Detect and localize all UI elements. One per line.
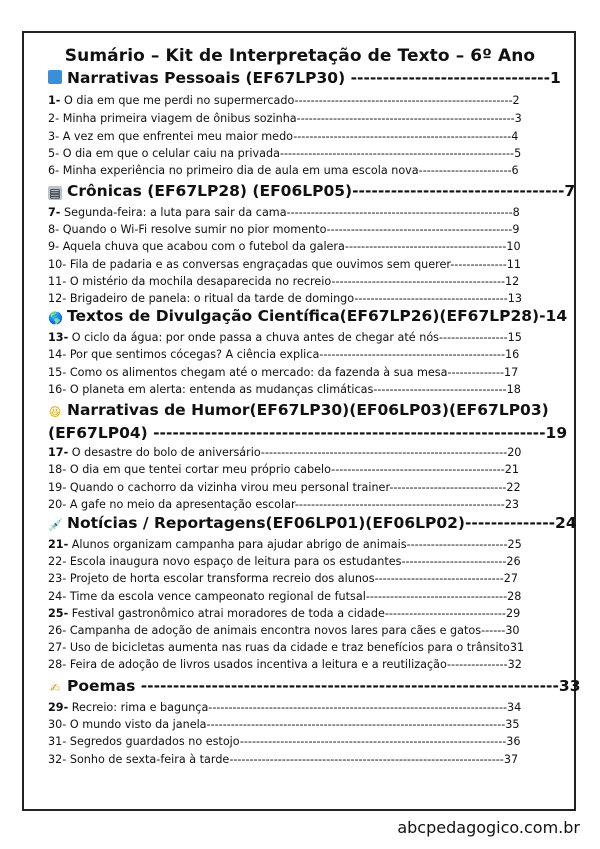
toc-entry[interactable] — [48, 623, 525, 639]
entry-page-number: 9 — [512, 223, 520, 236]
leader-dots: ------------------------------------------------------ — [296, 112, 515, 125]
entry-page-number: 18 — [506, 383, 521, 396]
leader-dots: ----------------------- — [418, 164, 512, 177]
entry-title: Time da escola vence campeonato regional de futsal — [66, 590, 366, 603]
section-heading-text: Textos de Divulgação Científica(EF67LP26)(EF67LP28)-14 — [67, 307, 568, 325]
entry-page-number: 17 — [504, 366, 519, 379]
entry-page-number: 22 — [506, 481, 521, 494]
writing-hand-icon: ✍ — [49, 681, 61, 695]
entry-number: 19- — [48, 481, 67, 494]
entry-page-number: 3 — [514, 112, 522, 125]
toc-entry[interactable] — [48, 257, 525, 273]
entry-title: A gafe no meio da apresentação escolar — [66, 498, 295, 511]
leader-dots: ----------------------------- — [389, 481, 507, 494]
entry-title: A vez em que enfrentei meu maior medo — [59, 130, 294, 143]
entry-page-number: 13 — [507, 292, 522, 305]
section-heading[interactable] — [48, 513, 577, 533]
entry-number: 20- — [48, 498, 67, 511]
entry-number: 3- — [48, 130, 60, 143]
entry-page-number: 15 — [507, 331, 522, 344]
entry-title: Quando o cachorro da vizinha virou meu personal trainer — [66, 481, 390, 494]
entry-page-number: 2 — [512, 94, 520, 107]
entry-page-number: 8 — [512, 206, 520, 219]
entry-number: 13- — [48, 331, 69, 344]
toc-entry[interactable] — [48, 291, 525, 307]
entry-title: O planeta em alerta: entenda as mudanças climáticas — [66, 383, 374, 396]
toc-entry[interactable] — [48, 347, 525, 363]
entry-title: O mistério da mochila desaparecida no recreio — [66, 275, 332, 288]
globe-icon: 🌎 — [48, 311, 63, 325]
entry-page-number: 27 — [503, 572, 519, 585]
site-url: abcpedagogico.com.br — [397, 818, 580, 837]
leader-dots: -------------------------------------------------------------------------- — [206, 718, 506, 731]
toc-entry[interactable] — [48, 274, 525, 290]
entry-number: 11- — [48, 275, 67, 288]
entry-page-number: 23 — [504, 498, 520, 511]
entry-page-number: 20 — [507, 446, 522, 459]
leader-dots: --------------------------------- — [373, 383, 507, 396]
blue-book-icon — [48, 70, 62, 84]
leader-dots: ---------------------------------------------- — [319, 348, 505, 361]
leader-dots: ---------------------------------------------------- — [294, 498, 505, 511]
entry-number: 5- — [48, 147, 60, 160]
entry-number: 22- — [48, 555, 67, 568]
section-heading-text: Poemas -----------------------------------------------------------------33 — [67, 677, 581, 695]
entry-number: 10- — [48, 258, 67, 271]
entry-number: 18- — [48, 463, 67, 476]
leader-dots: ------------------------------------------------------ — [293, 130, 512, 143]
leader-dots: ---------------------------------------------------------- — [279, 147, 515, 160]
entry-page-number: 12 — [505, 275, 520, 288]
entry-title: O desastre do bolo de aniversário — [68, 446, 261, 459]
entry-title: Como os alimentos chegam até o mercado: da fazenda à sua mesa — [66, 366, 448, 379]
section-heading-text: Narrativas Pessoais (EF67LP30) -------------------------------1 — [67, 69, 561, 87]
leader-dots: -------------------------- — [401, 555, 507, 568]
entry-page-number: 16 — [505, 348, 520, 361]
toc-entry[interactable] — [48, 93, 525, 109]
entry-title: Fila de padaria e as conversas engraçadas que ouvimos sem querer — [66, 258, 451, 271]
entry-page-number: 11 — [506, 258, 522, 271]
entry-title: Segunda-feira: a luta para sair da cama — [60, 206, 287, 219]
toc-entry[interactable] — [48, 330, 525, 346]
entry-number: 8- — [48, 223, 60, 236]
leader-dots: -------------------------------------- — [354, 292, 508, 305]
newspaper-icon: ▤ — [49, 186, 61, 200]
leader-dots: -------------- — [450, 258, 507, 271]
entry-title: Quando o Wi-Fi resolve sumir no pior momento — [59, 223, 327, 236]
entry-number: 17- — [48, 446, 69, 459]
entry-number: 16- — [48, 383, 67, 396]
toc-entry[interactable] — [48, 571, 525, 587]
entry-number: 7- — [48, 206, 61, 219]
entry-page-number: 5 — [514, 147, 522, 160]
entry-number: 6- — [48, 164, 60, 177]
leader-dots: -------------------------------- — [374, 572, 504, 585]
toc-entry[interactable] — [48, 734, 525, 750]
entry-number: 14- — [48, 348, 67, 361]
toc-entry[interactable] — [48, 589, 525, 605]
toc-entry[interactable] — [48, 537, 525, 553]
entry-title: Campanha de adoção de animais encontra novos lares para cães e gatos — [66, 624, 482, 637]
entry-title: Projeto de horta escolar transforma recreio dos alunos — [66, 572, 375, 585]
entry-title: O mundo visto da janela — [66, 718, 207, 731]
toc-entry[interactable] — [48, 700, 525, 716]
leader-dots: ---------------------------------------------- — [326, 223, 513, 236]
entry-page-number: 37 — [503, 753, 519, 766]
section-heading[interactable] — [48, 400, 549, 420]
entry-title: O ciclo da água: por onde passa a chuva antes de chegar até nós — [68, 331, 440, 344]
leader-dots: ------ — [481, 624, 506, 637]
entry-page-number: 6 — [511, 164, 519, 177]
toc-entry[interactable] — [48, 717, 525, 733]
entry-title: Por que sentimos cócegas? A ciência explica — [66, 348, 320, 361]
leader-dots: ------------------------------------------------------------------ — [239, 735, 507, 748]
entry-title: Recreio: rima e bagunça — [68, 701, 209, 714]
entry-number: 32- — [48, 753, 67, 766]
entry-number: 9- — [48, 240, 60, 253]
entry-number: 12- — [48, 292, 67, 305]
entry-page-number: 29 — [505, 607, 521, 620]
leader-dots: ------------------------------------------------------ — [294, 94, 513, 107]
leader-dots: ----------------------------------- — [365, 590, 508, 603]
entry-page-number: 36 — [506, 735, 521, 748]
entry-page-number: 30 — [505, 624, 520, 637]
toc-entry[interactable] — [48, 146, 525, 162]
laughing-face-icon: 😆 — [48, 405, 62, 419]
entry-title: Aquela chuva que acabou com o futebol da galera — [59, 240, 345, 253]
entry-page-number: 34 — [507, 701, 522, 714]
syringe-icon: 💉 — [48, 518, 63, 532]
section-heading-text: Narrativas de Humor(EF67LP30)(EF06LP03)(EF67LP03) — [67, 401, 549, 419]
leader-dots: -------------------------------------------------------------------------- — [208, 701, 508, 714]
toc-entry[interactable] — [48, 382, 525, 398]
entry-title: Minha experiência no primeiro dia de aula em uma escola nova — [59, 164, 419, 177]
leader-dots: ----------------- — [439, 331, 508, 344]
section-heading[interactable] — [48, 306, 567, 326]
entry-page-number: 4 — [511, 130, 519, 143]
section-heading-text: Crônicas (EF67LP28) (EF06LP05)---------------------------------7 — [67, 182, 576, 200]
entry-title: Alunos organizam campanha para ajudar abrigo de animais — [68, 538, 407, 551]
leader-dots: --------------- — [447, 658, 508, 671]
entry-number: 29- — [48, 701, 69, 714]
entry-number: 2- — [48, 112, 60, 125]
entry-title: Feira de adoção de livros usados incentiva a leitura e a reutilização — [66, 658, 448, 671]
leader-dots: ------------------------------------------- — [331, 463, 505, 476]
entry-title: Segredos guardados no estojo — [66, 735, 240, 748]
section-heading-text: Notícias / Reportagens(EF06LP01)(EF06LP02)--------------24 — [67, 514, 577, 532]
entry-page-number: 25 — [507, 538, 522, 551]
entry-page-number: 26 — [506, 555, 521, 568]
entry-number: 26- — [48, 624, 67, 637]
toc-entry[interactable] — [48, 640, 525, 656]
toc-entry[interactable] — [48, 554, 525, 570]
leader-dots: -------------------------------------------------------- — [286, 206, 513, 219]
entry-number: 31- — [48, 735, 67, 748]
entry-title: O dia em que me perdi no supermercado — [60, 94, 295, 107]
entry-number: 24- — [48, 590, 67, 603]
entry-number: 15- — [48, 366, 67, 379]
entry-number: 30- — [48, 718, 67, 731]
section-heading-continuation: (EF67LP04) -------------------------------------------------------------19 — [48, 424, 568, 442]
toc-entry[interactable] — [48, 205, 525, 221]
leader-dots: ---------------------------------------- — [344, 240, 507, 253]
entry-number: 23- — [48, 572, 67, 585]
entry-title: Escola inaugura novo espaço de leitura para os estudantes — [66, 555, 402, 568]
toc-entry[interactable] — [48, 239, 525, 255]
leader-dots: ------------------------- — [406, 538, 508, 551]
entry-page-number: 31 — [509, 641, 525, 654]
entry-title: Brigadeiro de panela: o ritual da tarde de domingo — [66, 292, 355, 305]
toc-entry[interactable] — [48, 111, 525, 127]
leader-dots: -------------------------------------------------------------------- — [229, 753, 504, 766]
leader-dots: ------------------------------ — [384, 607, 506, 620]
toc-entry[interactable] — [48, 480, 525, 496]
section-heading[interactable] — [48, 676, 580, 696]
entry-number: 27- — [48, 641, 67, 654]
leader-dots: -------------- — [447, 366, 505, 379]
toc-entry[interactable] — [48, 445, 525, 461]
entry-page-number: 35 — [505, 718, 520, 731]
entry-title: Sonho de sexta-feira à tarde — [66, 753, 230, 766]
entry-title: Uso de bicicletas aumenta nas ruas da cidade e traz benefícios para o trânsito — [66, 641, 510, 654]
page-title: Sumário – Kit de Interpretação de Texto – 6º Ano — [64, 46, 536, 66]
entry-title: Festival gastronômico atrai moradores de toda a cidade — [68, 607, 385, 620]
entry-number: 28- — [48, 658, 67, 671]
toc-entry[interactable] — [48, 222, 525, 238]
section-heading[interactable] — [48, 68, 561, 88]
entry-title: Minha primeira viagem de ônibus sozinha — [59, 112, 297, 125]
entry-page-number: 32 — [507, 658, 522, 671]
entry-page-number: 28 — [507, 590, 522, 603]
toc-entry[interactable] — [48, 497, 525, 513]
entry-page-number: 10 — [506, 240, 521, 253]
entry-title: O dia em que o celular caiu na privada — [59, 147, 280, 160]
entry-number: 25- — [48, 607, 69, 620]
toc-entry[interactable] — [48, 129, 525, 145]
toc-entry[interactable] — [48, 163, 525, 179]
section-heading[interactable] — [48, 181, 575, 201]
entry-number: 21- — [48, 538, 69, 551]
toc-entry[interactable] — [48, 365, 525, 381]
entry-title: O dia em que tentei cortar meu próprio cabelo — [66, 463, 332, 476]
entry-page-number: 21 — [504, 463, 520, 476]
entry-number: 1- — [48, 94, 61, 107]
toc-entry[interactable] — [48, 462, 525, 478]
toc-entry[interactable] — [48, 752, 525, 768]
toc-entry[interactable] — [48, 606, 525, 622]
leader-dots: ------------------------------------------- — [331, 275, 506, 288]
toc-entry[interactable] — [48, 657, 525, 673]
leader-dots: ------------------------------------------------------------- — [260, 446, 508, 459]
